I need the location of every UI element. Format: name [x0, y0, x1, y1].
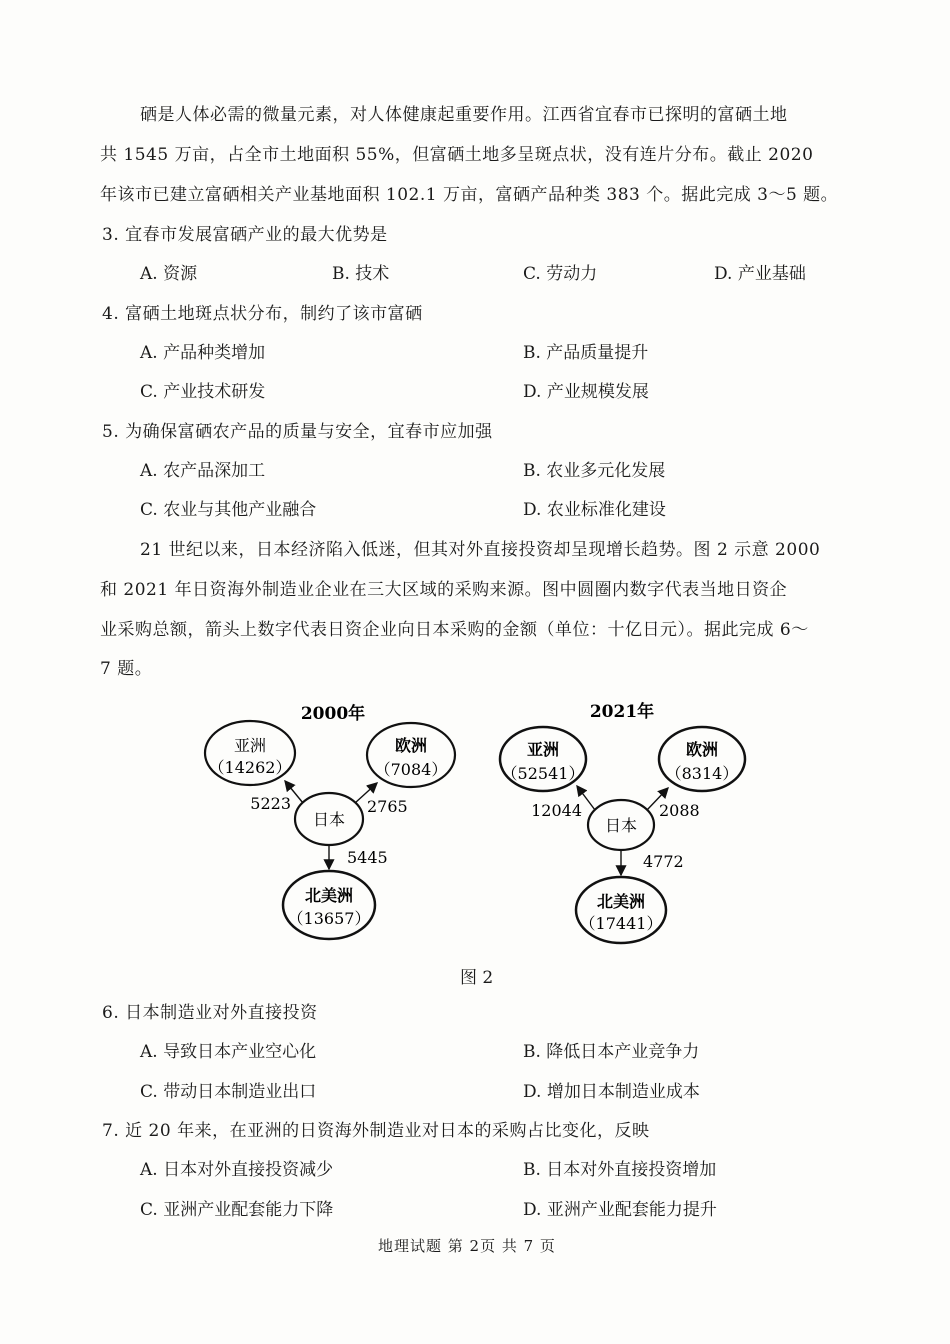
diagram-2021-year: 2021年 [589, 702, 655, 722]
passage1-line-1: 硒是人体必需的微量元素，对人体健康起重要作用。江西省宜春市已探明的富硒土地 [140, 105, 788, 125]
passage1-line-2: 共 1545 万亩，占全市土地面积 55%，但富硒土地多呈斑点状，没有连片分布。截止 2020 [100, 145, 814, 165]
question-7-option-b[interactable]: B. 日本对外直接投资增加 [523, 1160, 717, 1180]
question-3-option-d[interactable]: D. 产业基础 [714, 264, 806, 284]
europe-arrow-value-2000: 2765 [367, 797, 408, 816]
europe-total-2000: （7084） [374, 760, 448, 779]
europe-total-2021: （8314） [665, 764, 739, 783]
question-4-option-d[interactable]: D. 产业规模发展 [523, 382, 649, 402]
question-5-stem: 5. 为确保富硒农产品的质量与安全，宜春市应加强 [102, 422, 493, 442]
question-7-option-a[interactable]: A. 日本对外直接投资减少 [140, 1160, 334, 1180]
question-5-option-c[interactable]: C. 农业与其他产业融合 [140, 500, 317, 520]
question-6-option-d[interactable]: D. 增加日本制造业成本 [523, 1082, 700, 1102]
question-4-option-c[interactable]: C. 产业技术研发 [140, 382, 266, 402]
figure-2-diagram [195, 695, 785, 955]
na-label-2021: 北美洲 [596, 892, 646, 911]
asia-arrow-value-2000: 5223 [250, 794, 291, 813]
page-footer: 地理试题 第 2页 共 7 页 [378, 1237, 556, 1255]
japan-label-2000: 日本 [312, 810, 346, 829]
question-6-option-c[interactable]: C. 带动日本制造业出口 [140, 1082, 317, 1102]
figure-2-caption: 图 2 [460, 968, 494, 988]
question-5-option-d[interactable]: D. 农业标准化建设 [523, 500, 666, 520]
europe-arrow-value-2021: 2088 [659, 801, 700, 820]
question-5-option-b[interactable]: B. 农业多元化发展 [523, 461, 666, 481]
question-7-option-d[interactable]: D. 亚洲产业配套能力提升 [523, 1200, 717, 1220]
question-6-option-a[interactable]: A. 导致日本产业空心化 [140, 1042, 317, 1062]
question-3-option-c[interactable]: C. 劳动力 [523, 264, 598, 284]
passage2-line-2: 和 2021 年日资海外制造业企业在三大区域的采购来源。图中圆圈内数字代表当地日资企 [100, 580, 788, 600]
asia-label-2000: 亚洲 [233, 736, 267, 755]
question-7-option-c[interactable]: C. 亚洲产业配套能力下降 [140, 1200, 334, 1220]
passage1-line-3: 年该市已建立富硒相关产业基地面积 102.1 万亩，富硒产品种类 383 个。据此完成 3～5 题。 [100, 185, 839, 205]
na-arrow-value-2000: 5445 [347, 848, 388, 867]
passage2-line-4: 7 题。 [100, 659, 153, 679]
asia-total-2021: （52541） [501, 764, 585, 783]
question-3-option-b[interactable]: B. 技术 [332, 264, 390, 284]
question-4-option-b[interactable]: B. 产品质量提升 [523, 343, 649, 363]
asia-arrow-value-2021: 12044 [531, 801, 582, 820]
question-5-option-a[interactable]: A. 农产品深加工 [140, 461, 266, 481]
question-3-option-a[interactable]: A. 资源 [140, 264, 198, 284]
diagram-2021 [500, 701, 745, 943]
na-total-2021: （17441） [579, 914, 663, 933]
question-7-stem: 7. 近 20 年来，在亚洲的日资海外制造业对日本的采购占比变化，反映 [102, 1121, 650, 1141]
na-label-2000: 北美洲 [304, 886, 354, 905]
europe-label-2000: 欧洲 [394, 736, 428, 755]
passage2-line-3: 业采购总额，箭头上数字代表日资企业向日本采购的金额（单位：十亿日元）。据此完成 6～ [100, 620, 809, 640]
japan-label-2021: 日本 [604, 816, 638, 835]
question-4-stem: 4. 富硒土地斑点状分布，制约了该市富硒 [102, 304, 423, 324]
na-circle-2000 [283, 871, 375, 939]
asia-total-2000: （14262） [208, 758, 292, 777]
diagram-2000-year: 2000年 [300, 704, 366, 724]
question-6-stem: 6. 日本制造业对外直接投资 [102, 1003, 318, 1023]
na-total-2000: （13657） [287, 909, 371, 928]
question-4-option-a[interactable]: A. 产品种类增加 [140, 343, 266, 363]
diagram-2000 [205, 703, 455, 939]
passage2-line-1: 21 世纪以来，日本经济陷入低迷，但其对外直接投资却呈现增长趋势。图 2 示意 2000 [140, 540, 821, 560]
europe-label-2021: 欧洲 [685, 740, 719, 759]
asia-label-2021: 亚洲 [526, 740, 560, 759]
question-3-stem: 3. 宜春市发展富硒产业的最大优势是 [102, 225, 388, 245]
question-6-option-b[interactable]: B. 降低日本产业竞争力 [523, 1042, 700, 1062]
na-arrow-value-2021: 4772 [643, 852, 684, 871]
